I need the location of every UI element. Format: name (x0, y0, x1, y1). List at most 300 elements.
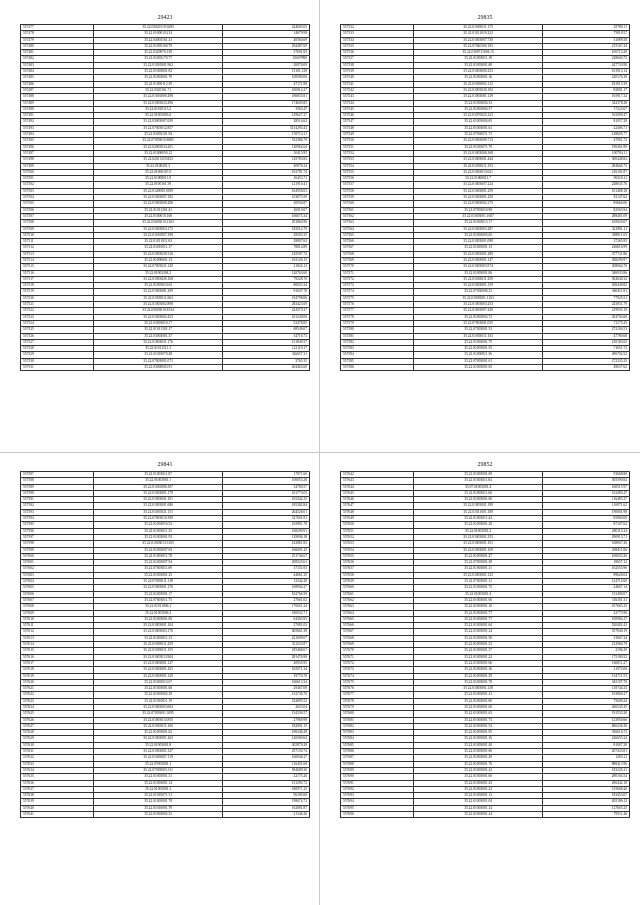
code-cell: 35.22.01003170.77 (94, 56, 222, 62)
amount-cell: 247733.90 (542, 62, 629, 68)
row-id-cell: 557510 (21, 232, 94, 238)
row-id-cell: 557538 (341, 62, 414, 68)
code-cell: 35.22.07003011.118 (94, 579, 222, 585)
code-cell: 35.22.01003001.16 (414, 75, 542, 81)
amount-cell: 12342.28 (222, 579, 309, 585)
code-cell: 35.22.01010011.166 (94, 723, 222, 729)
row-id-cell: 557643 (341, 478, 414, 484)
amount-cell: 145783.83 (222, 157, 309, 163)
amount-cell: 221609.07 (222, 635, 309, 641)
row-id-cell: 557628 (21, 730, 94, 736)
amount-cell: 121119.17 (222, 346, 309, 352)
amount-cell: 120962.64 (222, 144, 309, 150)
code-cell: 35.22.01003011.35 (94, 528, 222, 534)
amount-cell: 186835.81 (222, 94, 309, 100)
amount-cell: 204463.60 (222, 365, 309, 371)
amount-cell: 234095.52 (222, 698, 309, 704)
amount-cell: 16453.71 (222, 176, 309, 182)
row-id-cell: 557481 (21, 50, 94, 56)
row-id-cell: 557644 (341, 484, 414, 490)
amount-cell: 162555.96 (542, 566, 629, 572)
amount-cell: 123050.66 (542, 717, 629, 723)
amount-cell: 40560.69 (222, 37, 309, 43)
amount-cell: 77925.51 (542, 295, 629, 301)
code-cell: 35.22.01011311.3 (94, 346, 222, 352)
row-id-cell: 557574 (341, 289, 414, 295)
amount-cell: 81007.28 (542, 742, 629, 748)
code-cell: 35.22.01003002.275 (414, 201, 542, 207)
amount-cell: 166946.37 (222, 755, 309, 761)
row-id-cell: 557589 (21, 484, 94, 490)
row-id-cell: 557497 (21, 150, 94, 156)
amount-cell: 210183.65 (542, 339, 629, 345)
code-cell: 35.22.01003002.18 (94, 692, 222, 698)
code-cell: 35.22.07003010.8685 (94, 138, 222, 144)
code-cell: 35.22.01003001.1163 (414, 295, 542, 301)
amount-cell: 281476.98 (222, 654, 309, 660)
code-cell: 35.22.01003013.621 (414, 169, 542, 175)
code-cell: 35.22.01003001.54 (414, 723, 542, 729)
amount-cell: 226616.99 (542, 245, 629, 251)
row-id-cell: 557573 (341, 283, 414, 289)
row-id-cell: 557660 (341, 585, 414, 591)
amount-cell: 584689.30 (222, 767, 309, 773)
amount-cell: 27969.99 (222, 717, 309, 723)
row-id-cell: 557556 (341, 176, 414, 182)
code-cell: 35.22.01003001.79 (94, 75, 222, 81)
code-cell: 35.22.01003013.17 (414, 220, 542, 226)
amount-cell: 168290.91 (222, 528, 309, 534)
amount-cell: 283423.69 (222, 302, 309, 308)
amount-cell: 342378.28 (542, 100, 629, 106)
amount-cell: 120763.60 (222, 270, 309, 276)
code-cell: 35.22.01003001.14 (414, 805, 542, 811)
amount-cell: 228604.75 (542, 56, 629, 62)
row-id-cell: 557563 (341, 220, 414, 226)
code-cell: 35.22.07003010.89 (414, 207, 542, 213)
amount-cell: 40976.34 (222, 163, 309, 169)
code-cell: 35.22.01003001.68 (414, 62, 542, 68)
code-cell: 35.22.01003001.29 (414, 755, 542, 761)
amount-cell: 165442.25 (222, 497, 309, 503)
row-id-cell: 557503 (21, 188, 94, 194)
code-cell: 35.22.01003011.175 (414, 25, 542, 31)
amount-cell: 224570.37 (222, 308, 309, 314)
amount-cell: 166011.27 (542, 660, 629, 666)
amount-cell: 183512.79 (222, 226, 309, 232)
row-id-cell: 557627 (21, 723, 94, 729)
row-id-cell: 557508 (21, 220, 94, 226)
code-cell: 35.22.07003001.11 (414, 579, 542, 585)
amount-cell: 163126.15 (222, 257, 309, 263)
row-id-cell: 557486 (21, 81, 94, 87)
amount-cell: 496702.52 (542, 352, 629, 358)
amount-cell: 71175.43 (542, 320, 629, 326)
row-id-cell: 557591 (21, 497, 94, 503)
code-cell: 35.22.01003001.14 (94, 780, 222, 786)
row-id-cell: 557546 (341, 113, 414, 119)
row-id-cell: 557622 (21, 692, 94, 698)
amount-cell: 284666.75 (542, 163, 629, 169)
row-id-cell: 557565 (341, 232, 414, 238)
code-cell: 35.22.01003001.55 (414, 346, 542, 352)
row-id-cell: 557557 (341, 182, 414, 188)
code-cell: 35.22.01003001.42 (414, 767, 542, 773)
code-cell: 35.22.01003007.182 (94, 195, 222, 201)
row-id-cell: 557603 (21, 572, 94, 578)
code-cell: 35.22.01003004.175 (94, 226, 222, 232)
code-cell: 35.22.01003001.76 (414, 761, 542, 767)
amount-cell: 174605.85 (222, 100, 309, 106)
row-id-cell: 557532 (341, 25, 414, 31)
code-cell: 35.22.01003001.60 (414, 774, 542, 780)
row-id-cell: 557602 (21, 566, 94, 572)
code-cell: 35.22.01003001.78 (414, 679, 542, 685)
row-id-cell: 557551 (341, 144, 414, 150)
amount-cell: 196346.28 (222, 730, 309, 736)
row-id-cell: 557478 (21, 31, 94, 37)
amount-cell: 888413.96 (542, 761, 629, 767)
amount-cell: 665661.38 (222, 629, 309, 635)
row-id-cell: 557582 (341, 339, 414, 345)
amount-cell: 13667.24 (542, 635, 629, 641)
code-cell: 35.22.01003010.63 (94, 283, 222, 289)
row-id-cell: 557619 (21, 673, 94, 679)
code-cell: 35.22.01003001.169 (414, 547, 542, 553)
amount-cell: 87107.62 (542, 522, 629, 528)
row-id-cell: 557664 (341, 610, 414, 616)
code-cell: 35.22.01003001.444 (414, 157, 542, 163)
amount-cell: 266545.45 (542, 704, 629, 710)
code-cell: 35.22.01003001.75 (414, 717, 542, 723)
amount-cell: 208411.06 (542, 547, 629, 553)
row-id-cell: 557691 (341, 780, 414, 786)
amount-cell: 47001.73 (542, 138, 629, 144)
code-cell: 35.22.01003030.316 (94, 251, 222, 257)
row-id-cell: 557526 (21, 333, 94, 339)
code-cell: 35.22.01003001.31 (94, 774, 222, 780)
code-cell: 35.22.01003011.78 (94, 553, 222, 559)
row-id-cell: 557533 (341, 31, 414, 37)
row-id-cell: 557645 (341, 490, 414, 496)
row-id-cell: 557543 (341, 94, 414, 100)
code-cell: 35.22.01003001.2 (414, 528, 542, 534)
code-cell: 35.22.01003004.65 (414, 119, 542, 125)
amount-cell: 288401.09 (542, 213, 629, 219)
code-cell: 35.22.01003011.353 (414, 163, 542, 169)
code-cell: 35.22.01003007.449 (414, 308, 542, 314)
row-id-cell: 557617 (21, 660, 94, 666)
amount-cell: 181915.39 (542, 81, 629, 87)
code-cell: 35.22.01003001.101 (414, 541, 542, 547)
row-id-cell: 557682 (341, 723, 414, 729)
row-id-cell: 557673 (341, 667, 414, 673)
code-cell: 35.22.0100161.59 (94, 182, 222, 188)
row-id-cell: 557579 (341, 320, 414, 326)
row-id-cell: 557686 (341, 749, 414, 755)
amount-cell: 64363.93 (222, 616, 309, 622)
row-id-cell: 557572 (341, 276, 414, 282)
code-cell: 35.22.01003001.69 (414, 472, 542, 478)
row-id-cell: 557541 (341, 81, 414, 87)
amount-cell: 257133.74 (222, 749, 309, 755)
code-cell: 35.22.01003001.1607 (414, 213, 542, 219)
row-id-cell: 557626 (21, 717, 94, 723)
row-id-cell: 557636 (21, 780, 94, 786)
row-id-cell: 557592 (21, 503, 94, 509)
row-id-cell: 557692 (341, 786, 414, 792)
document-page-4 (340, 462, 630, 892)
amount-cell: 291864.96 (222, 220, 309, 226)
amount-cell: 182901.15 (222, 723, 309, 729)
row-id-cell: 557629 (21, 736, 94, 742)
code-cell: 35.22.01003001.199 (414, 503, 542, 509)
code-cell: 35.22.01003001.66 (94, 686, 222, 692)
amount-cell: 377731.86 (542, 251, 629, 257)
row-id-cell: 557687 (341, 755, 414, 761)
code-cell: 35.22.01003160.79 (94, 43, 222, 49)
amount-cell: 160515.97 (542, 484, 629, 490)
code-cell: 35.22.01003013.67 (94, 679, 222, 685)
code-cell: 35.22.07003003.311 (94, 767, 222, 773)
row-id-cell: 557505 (21, 201, 94, 207)
code-cell: 35.22.03003010.17 (94, 320, 222, 326)
amount-cell: 80653.34 (222, 283, 309, 289)
row-id-cell: 557569 (341, 257, 414, 263)
code-cell: 35.22.02011319.823 (94, 157, 222, 163)
row-id-cell: 557493 (21, 125, 94, 131)
code-cell: 35.22.07003010.390 (94, 516, 222, 522)
code-cell: 35.22.02003034.201 (94, 144, 222, 150)
amount-cell: 191533.20 (542, 711, 629, 717)
amount-cell: 121910.41 (222, 182, 309, 188)
row-id-cell: 557483 (21, 62, 94, 68)
code-cell: 35.22.01003001.263 (94, 736, 222, 742)
row-id-cell: 557587 (21, 472, 94, 478)
document-page-1 (20, 15, 310, 440)
row-id-cell: 557477 (21, 25, 94, 31)
row-id-cell: 557615 (21, 648, 94, 654)
row-id-cell: 557519 (21, 289, 94, 295)
amount-cell: 160653.26 (542, 553, 629, 559)
code-cell: 35.22.01003026.168 (94, 276, 222, 282)
amount-cell: 304640.32 (542, 276, 629, 282)
amount-cell: 153490.07 (542, 591, 629, 597)
code-cell: 35.22.01003304.2 (94, 270, 222, 276)
amount-cell: 311233.87 (222, 642, 309, 648)
amount-cell: 126569.64 (222, 736, 309, 742)
row-id-cell: 557580 (341, 327, 414, 333)
code-cell: 35.22.01003001.41 (414, 692, 542, 698)
amount-cell: 300448.82 (542, 157, 629, 163)
amount-cell: 75600.24 (542, 698, 629, 704)
amount-cell: 326657.31 (222, 352, 309, 358)
amount-cell: 194798.06 (222, 295, 309, 301)
row-id-cell: 557648 (341, 509, 414, 515)
amount-cell: 356616.72 (542, 730, 629, 736)
amount-cell: 116971.62 (542, 503, 629, 509)
code-cell: 35.22.01003001.53 (414, 642, 542, 648)
code-cell: 35.22.01003011.18 (414, 56, 542, 62)
row-id-cell: 557540 (341, 75, 414, 81)
row-id-cell: 557663 (341, 604, 414, 610)
row-id-cell: 557614 (21, 642, 94, 648)
code-cell: 35.22.01003013.904 (94, 654, 222, 660)
page-divider-horizontal (0, 452, 640, 453)
amount-cell: 155668.20 (542, 786, 629, 792)
amount-cell: 102781.74 (222, 169, 309, 175)
amount-cell: 180971.35 (222, 786, 309, 792)
row-id-cell: 557581 (341, 333, 414, 339)
code-cell: 35.22.07003012.857 (94, 125, 222, 131)
code-cell: 35.22.01010071.79 (414, 144, 542, 150)
row-id-cell: 557584 (341, 352, 414, 358)
amount-cell: 151849.37 (222, 339, 309, 345)
code-cell: 35.22.07003001.071 (94, 358, 222, 364)
amount-cell: 78014.89 (222, 245, 309, 251)
code-cell: 35.07.01003001.4 (414, 484, 542, 490)
row-id-cell: 557632 (21, 755, 94, 761)
amount-cell: 154336.57 (222, 711, 309, 717)
amount-cell: 20070.09 (222, 62, 309, 68)
row-id-cell: 557531 (21, 365, 94, 371)
code-cell: 35.22.01003001.65 (414, 365, 542, 371)
amount-cell: 161913.14 (542, 69, 629, 75)
row-id-cell: 557616 (21, 654, 94, 660)
row-id-cell: 557485 (21, 75, 94, 81)
row-id-cell: 557498 (21, 157, 94, 163)
amount-cell: 116451.68 (222, 761, 309, 767)
code-cell: 35.22.01016000.298 (94, 94, 222, 100)
row-id-cell: 557688 (341, 761, 414, 767)
amount-cell: 205186.13 (542, 799, 629, 805)
code-cell: 35.22.01003011.155 (94, 648, 222, 654)
row-id-cell: 557561 (341, 207, 414, 213)
amount-cell: 82565.94 (542, 207, 629, 213)
code-cell: 35.22.01003001.17 (94, 591, 222, 597)
amount-cell: 35780.11 (542, 25, 629, 31)
code-cell: 35.22.07030006.23 (414, 289, 542, 295)
row-id-cell: 557534 (341, 37, 414, 43)
row-id-cell: 557625 (21, 711, 94, 717)
code-cell: 35.22.01003001.77 (414, 610, 542, 616)
row-id-cell: 557495 (21, 138, 94, 144)
row-id-cell: 557669 (341, 642, 414, 648)
row-id-cell: 557479 (21, 37, 94, 43)
code-cell: 35.22.01011301.41 (94, 207, 222, 213)
code-cell: 35.22.01000167.0 (94, 169, 222, 175)
code-cell: 35.22.01003001.64 (414, 623, 542, 629)
row-id-cell: 557609 (21, 610, 94, 616)
code-cell: 35.22.01003001.120 (94, 673, 222, 679)
code-cell: 35.22.01003001.250 (414, 195, 542, 201)
row-id-cell: 557571 (341, 270, 414, 276)
code-cell: 35.22.04003161.41 (94, 37, 222, 43)
amount-cell: 100053.28 (222, 478, 309, 484)
document-page-3 (20, 462, 310, 892)
row-id-cell: 557605 (21, 585, 94, 591)
amount-cell: 14679.99 (222, 31, 309, 37)
code-cell: 35.22.01000011.8 (94, 176, 222, 182)
amount-cell: 106914.27 (222, 87, 309, 93)
row-id-cell: 557537 (341, 56, 414, 62)
code-cell: 35.22.07003021.120 (94, 264, 222, 270)
code-cell: 35.22.01003011.84 (414, 478, 542, 484)
code-cell: 35.22.01003081.299 (94, 289, 222, 295)
code-cell: 35.22.01003013.3105 (94, 541, 222, 547)
row-id-cell: 557482 (21, 56, 94, 62)
row-id-cell: 557577 (341, 308, 414, 314)
code-cell: 35.22.0100010.214 (94, 31, 222, 37)
amount-cell: 272335.25 (542, 358, 629, 364)
row-id-cell: 557567 (341, 245, 414, 251)
row-id-cell: 557512 (21, 245, 94, 251)
row-id-cell: 557559 (341, 195, 414, 201)
row-id-cell: 557595 (21, 522, 94, 528)
amount-cell: 37151.03 (222, 566, 309, 572)
code-cell: 35.22.01003001.16 (414, 736, 542, 742)
code-cell: 35.22.01003003.73 (414, 314, 542, 320)
amount-cell: 28514.63 (222, 119, 309, 125)
amount-cell: 116483.37 (542, 497, 629, 503)
amount-cell: 606236.30 (542, 723, 629, 729)
code-cell: 35.22.01003001.353 (414, 534, 542, 540)
amount-cell: 82801.17 (542, 87, 629, 93)
row-id-cell: 557502 (21, 182, 94, 188)
row-id-cell: 557653 (341, 541, 414, 547)
code-cell: 35.22.01003001.60 (414, 704, 542, 710)
row-id-cell: 557639 (21, 799, 94, 805)
code-cell: 35.22.01003001.22 (414, 654, 542, 660)
amount-cell: 30934.87 (222, 201, 309, 207)
code-cell: 35.22.07040300.183 (414, 43, 542, 49)
code-cell: 35.22.01003000.713 (414, 138, 542, 144)
row-id-cell: 557562 (341, 213, 414, 219)
amount-cell: 251746.67 (222, 553, 309, 559)
code-cell: 35.22.01003001.123 (414, 572, 542, 578)
code-cell: 35.22.0100010.168 (94, 213, 222, 219)
row-id-cell: 557633 (21, 761, 94, 767)
row-id-cell: 557596 (21, 528, 94, 534)
row-id-cell: 557513 (21, 251, 94, 257)
row-id-cell: 557553 (341, 157, 414, 163)
amount-cell: 165891.78 (222, 522, 309, 528)
amount-cell: 206442.18 (542, 780, 629, 786)
code-cell: 35.22.01010070.48 (94, 352, 222, 358)
row-id-cell: 557630 (21, 742, 94, 748)
code-cell: 35.22.01003031.176 (94, 339, 222, 345)
amount-cell: 108580.06 (222, 75, 309, 81)
amount-cell: 118744.33 (542, 686, 629, 692)
code-cell: 35.22.01010001.962 (94, 62, 222, 68)
amount-cell: 22773.96 (542, 610, 629, 616)
row-id-cell: 557494 (21, 132, 94, 138)
row-id-cell: 557527 (21, 339, 94, 345)
amount-cell: 131294.72 (222, 780, 309, 786)
code-cell: 35.22.01003001.23 (414, 786, 542, 792)
amount-cell: 290913.71 (542, 534, 629, 540)
code-cell: 35.22.01003001.327 (94, 749, 222, 755)
amount-cell: 183453.67 (542, 793, 629, 799)
row-id-cell: 557693 (341, 793, 414, 799)
amount-cell: 107665.25 (542, 604, 629, 610)
row-id-cell: 557652 (341, 534, 414, 540)
row-id-cell: 557666 (341, 623, 414, 629)
row-id-cell: 557544 (341, 100, 414, 106)
amount-cell: 212966.79 (542, 642, 629, 648)
row-id-cell: 557568 (341, 251, 414, 257)
row-id-cell: 557480 (21, 43, 94, 49)
